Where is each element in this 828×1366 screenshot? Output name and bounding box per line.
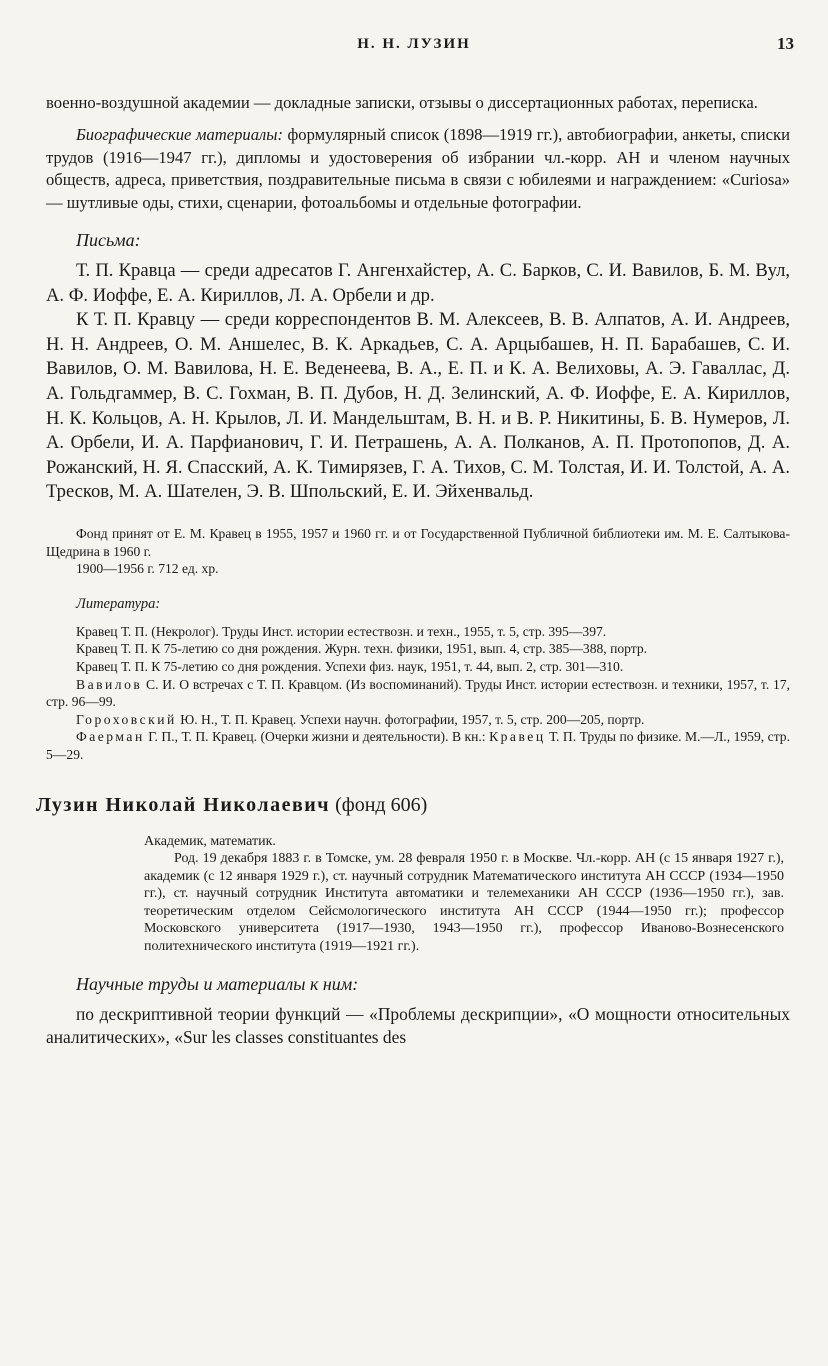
letters-heading: Письма: xyxy=(76,230,141,251)
bio-materials-text: формулярный список (1898—1919 гг.), автобиографии, анкеты, списки трудов (1916—1947 гг.), дипломы и удостоверения об избрании чл.-корр. АН и членом научных обществ, адреса, приветствия, поздравительные письма в связи с юбилеями и награждением: «Curiosa» — шутливые оды, стихи, сценарии, фотоальбомы и отдельные фотографии. xyxy=(46,125,790,212)
person-heading xyxy=(36,794,790,817)
works-heading: Научные труды и материалы к ним: xyxy=(76,973,359,994)
person-fund: (фонд 606) xyxy=(330,793,428,816)
literature-list xyxy=(46,623,790,764)
reference-item: Вавилов С. И. О встречах с Т. П. Кравцом. (Из воспоминаний). Труды Инст. истории естествозн. и техники, 1957, т. 17, стр. 96—99. xyxy=(46,676,790,710)
reference-item: Кравец Т. П. К 75-летию со дня рождения. Успехи физ. наук, 1951, т. 44, вып. 2, стр. 301—310. xyxy=(76,658,624,674)
bio-materials-label: Биографические материалы: xyxy=(76,125,284,145)
intro-paragraph: военно-воздушной академии — докладные записки, отзывы о диссертационных работах, переписка. xyxy=(46,93,758,112)
reference-item: Фаерман Г. П., Т. П. Кравец. (Очерки жизни и деятельности). В кн.: Кравец Т. П. Труды по физике. М.—Л., 1959, стр. 5—29. xyxy=(46,729,790,762)
reference-item: Кравец Т. П. К 75-летию со дня рождения. Журн. техн. физики, 1951, вып. 4, стр. 385—388, портр. xyxy=(76,641,648,657)
literature-heading: Литература: xyxy=(76,595,161,612)
letters-to: К Т. П. Кравцу — среди корреспондентов В. М. Алексеев, В. В. Алпатов, А. И. Андреев, Н. Н. Андреев, О. М. Аншелес, В. К. Аркадьев, С. А. Арцыбашев, Н. П. Барабашев, С. И. Вавилов, О. М. Вавилова, Н. Е. Веденеева, В. А., Е. П. и К. А. Велиховы, А. Э. Гаваллас, Д. А. Гольдгаммер, В. С. Гохман, В. П. Дубов, Н. Д. Зелинский, А. Ф. Иоффе, Е. А. Кириллов, Н. К. Кольцов, А. Н. Крылов, Л. И. Мандельштам, В. Н. и В. Р. Никитины, Б. В. Нумеров, Л. А. Орбели, И. А. Парфианович, Г. И. Петрашень, А. А. Полканов, А. П. Протопопов, Д. А. Рожанский, Н. Я. Спасский, А. К. Тимирязев, Г. А. Тихов, С. М. Толстая, И. И. Толстой, А. А. Тресков, М. А. Шателен, Э. В. Шпольский, Е. И. Эйхенвальд. xyxy=(46,309,790,503)
reference-item: Кравец Т. П. (Некролог). Труды Инст. истории естествозн. и техн., 1955, т. 5, стр. 395—397. xyxy=(76,623,607,639)
page-body xyxy=(36,92,790,1049)
running-title: Н. Н. ЛУЗИН xyxy=(357,36,471,52)
person-bio: Род. 19 декабря 1883 г. в Томске, ум. 28 февраля 1950 г. в Москве. Чл.-корр. АН (с 15 января 1927 г.), академик (с 12 января 1929 г.), ст. научный сотрудник Математического института АН СССР (1934—1950 гг.), ст. научный сотрудник Института автоматики и телемеханики АН СССР (1936—1950 гг.), зав. теоретическим отделом Сейсмологического института АН СССР (1944—1950 гг.); профессор Московского университета (1917—1930, 1943—1950 гг.), профессор Иваново-Вознесенского политехнического института (1919—1921 гг.). xyxy=(144,851,784,955)
reference-item: Гороховский Ю. Н., Т. П. Кравец. Успехи научн. фотографии, 1957, т. 5, стр. 200—205, портр. xyxy=(76,711,645,727)
page-number: 13 xyxy=(777,34,794,53)
works-text: по дескриптивной теории функций — «Проблемы дескрипции», «О мощности относительных аналитических», «Sur les classes constituantes des xyxy=(46,1003,790,1047)
bio-materials-paragraph xyxy=(46,124,790,214)
letters-from: Т. П. Кравца — среди адресатов Г. Ангенхайстер, А. С. Барков, С. И. Вавилов, Б. М. Вул, А. Ф. Иоффе, Е. А. Кириллов, Л. А. Орбели и др. xyxy=(46,260,790,306)
person-role: Академик, математик. xyxy=(144,833,276,849)
fund-note-line2: 1900—1956 г. 712 ед. хр. xyxy=(76,561,219,577)
person-name: Лузин Николай Николаевич xyxy=(36,793,331,816)
fund-note xyxy=(46,525,790,578)
person-bio-block xyxy=(144,833,784,956)
fund-note-line1: Фонд принят от Е. М. Кравец в 1955, 1957 и 1960 гг. и от Государственной Публичной библиотеки им. М. Е. Салтыкова-Щедрина в 1960 г. xyxy=(46,525,790,559)
